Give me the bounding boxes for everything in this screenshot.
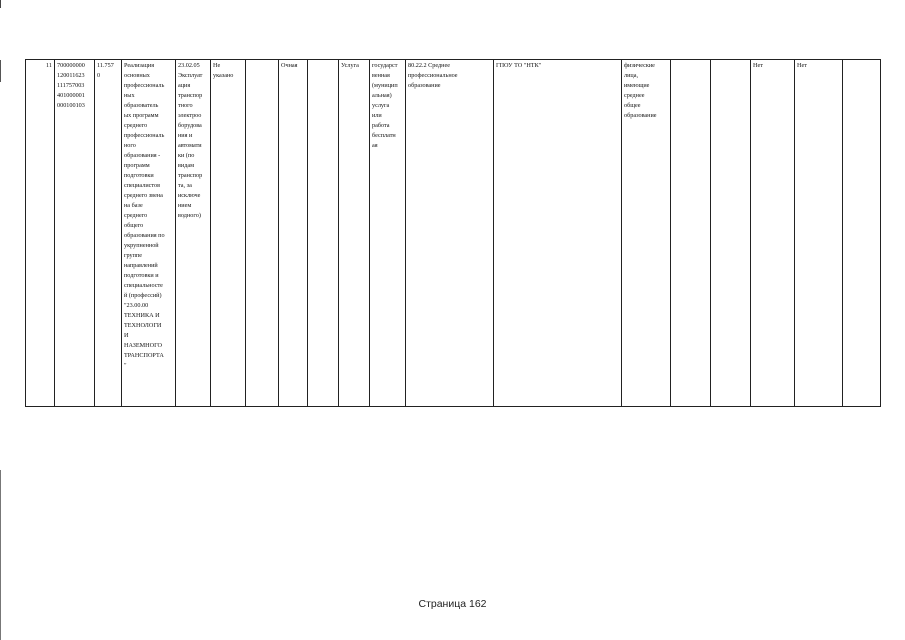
cell-empty-8 — [307, 60, 338, 406]
cell-subcode: 11.757 0 — [94, 60, 121, 406]
cell-row-number: 11 — [46, 62, 52, 69]
cell-item-type: Услуга — [338, 60, 369, 406]
cell-okved: 80.22.2 Среднее профессиональное образование — [405, 60, 493, 406]
registry-table — [25, 59, 881, 407]
cell-not-specified: Не указано — [210, 60, 245, 406]
cell-study-form: Очная — [278, 60, 307, 406]
cell-institution: ГПОУ ТО "НТК" — [493, 60, 621, 406]
cell-empty-18 — [842, 60, 880, 406]
cell-service-name: Реализация основных профессиональ ных образователь ых программ среднего профессиональ ного образования - программ подготовки специалистов среднего звена на базе среднего общего образования по укрупненной группе направлений подготовки и специальносте й (профессий) "23.00.00 ТЕХНИКА И ТЕХНОЛОГИ И НАЗЕМНОГО ТРАНСПОРТА " — [121, 60, 175, 406]
page-number: Страница 162 — [418, 598, 487, 610]
cell-consumers: физические лица, имеющие среднее общее образование — [621, 60, 670, 406]
cell-empty-14 — [670, 60, 710, 406]
cell-specialty: 23.02.05 Эксплуат ация транспор тного электроо борудова ния и автомати ки (по видам транспор та, за исключе нием водного) — [175, 60, 210, 406]
cell-flag-2: Нет — [794, 60, 842, 406]
cell-empty-6 — [245, 60, 278, 406]
page-edge-rule — [0, 0, 1, 640]
cell-flag-1: Нет — [750, 60, 794, 406]
cell-service-nature: государст венная (муницип альная) услуга или работа бесплатн ая — [369, 60, 405, 406]
cell-empty-15 — [710, 60, 750, 406]
cell-registry-code: 700000000 120011623 111757003 401000001 000100103 — [54, 60, 94, 406]
